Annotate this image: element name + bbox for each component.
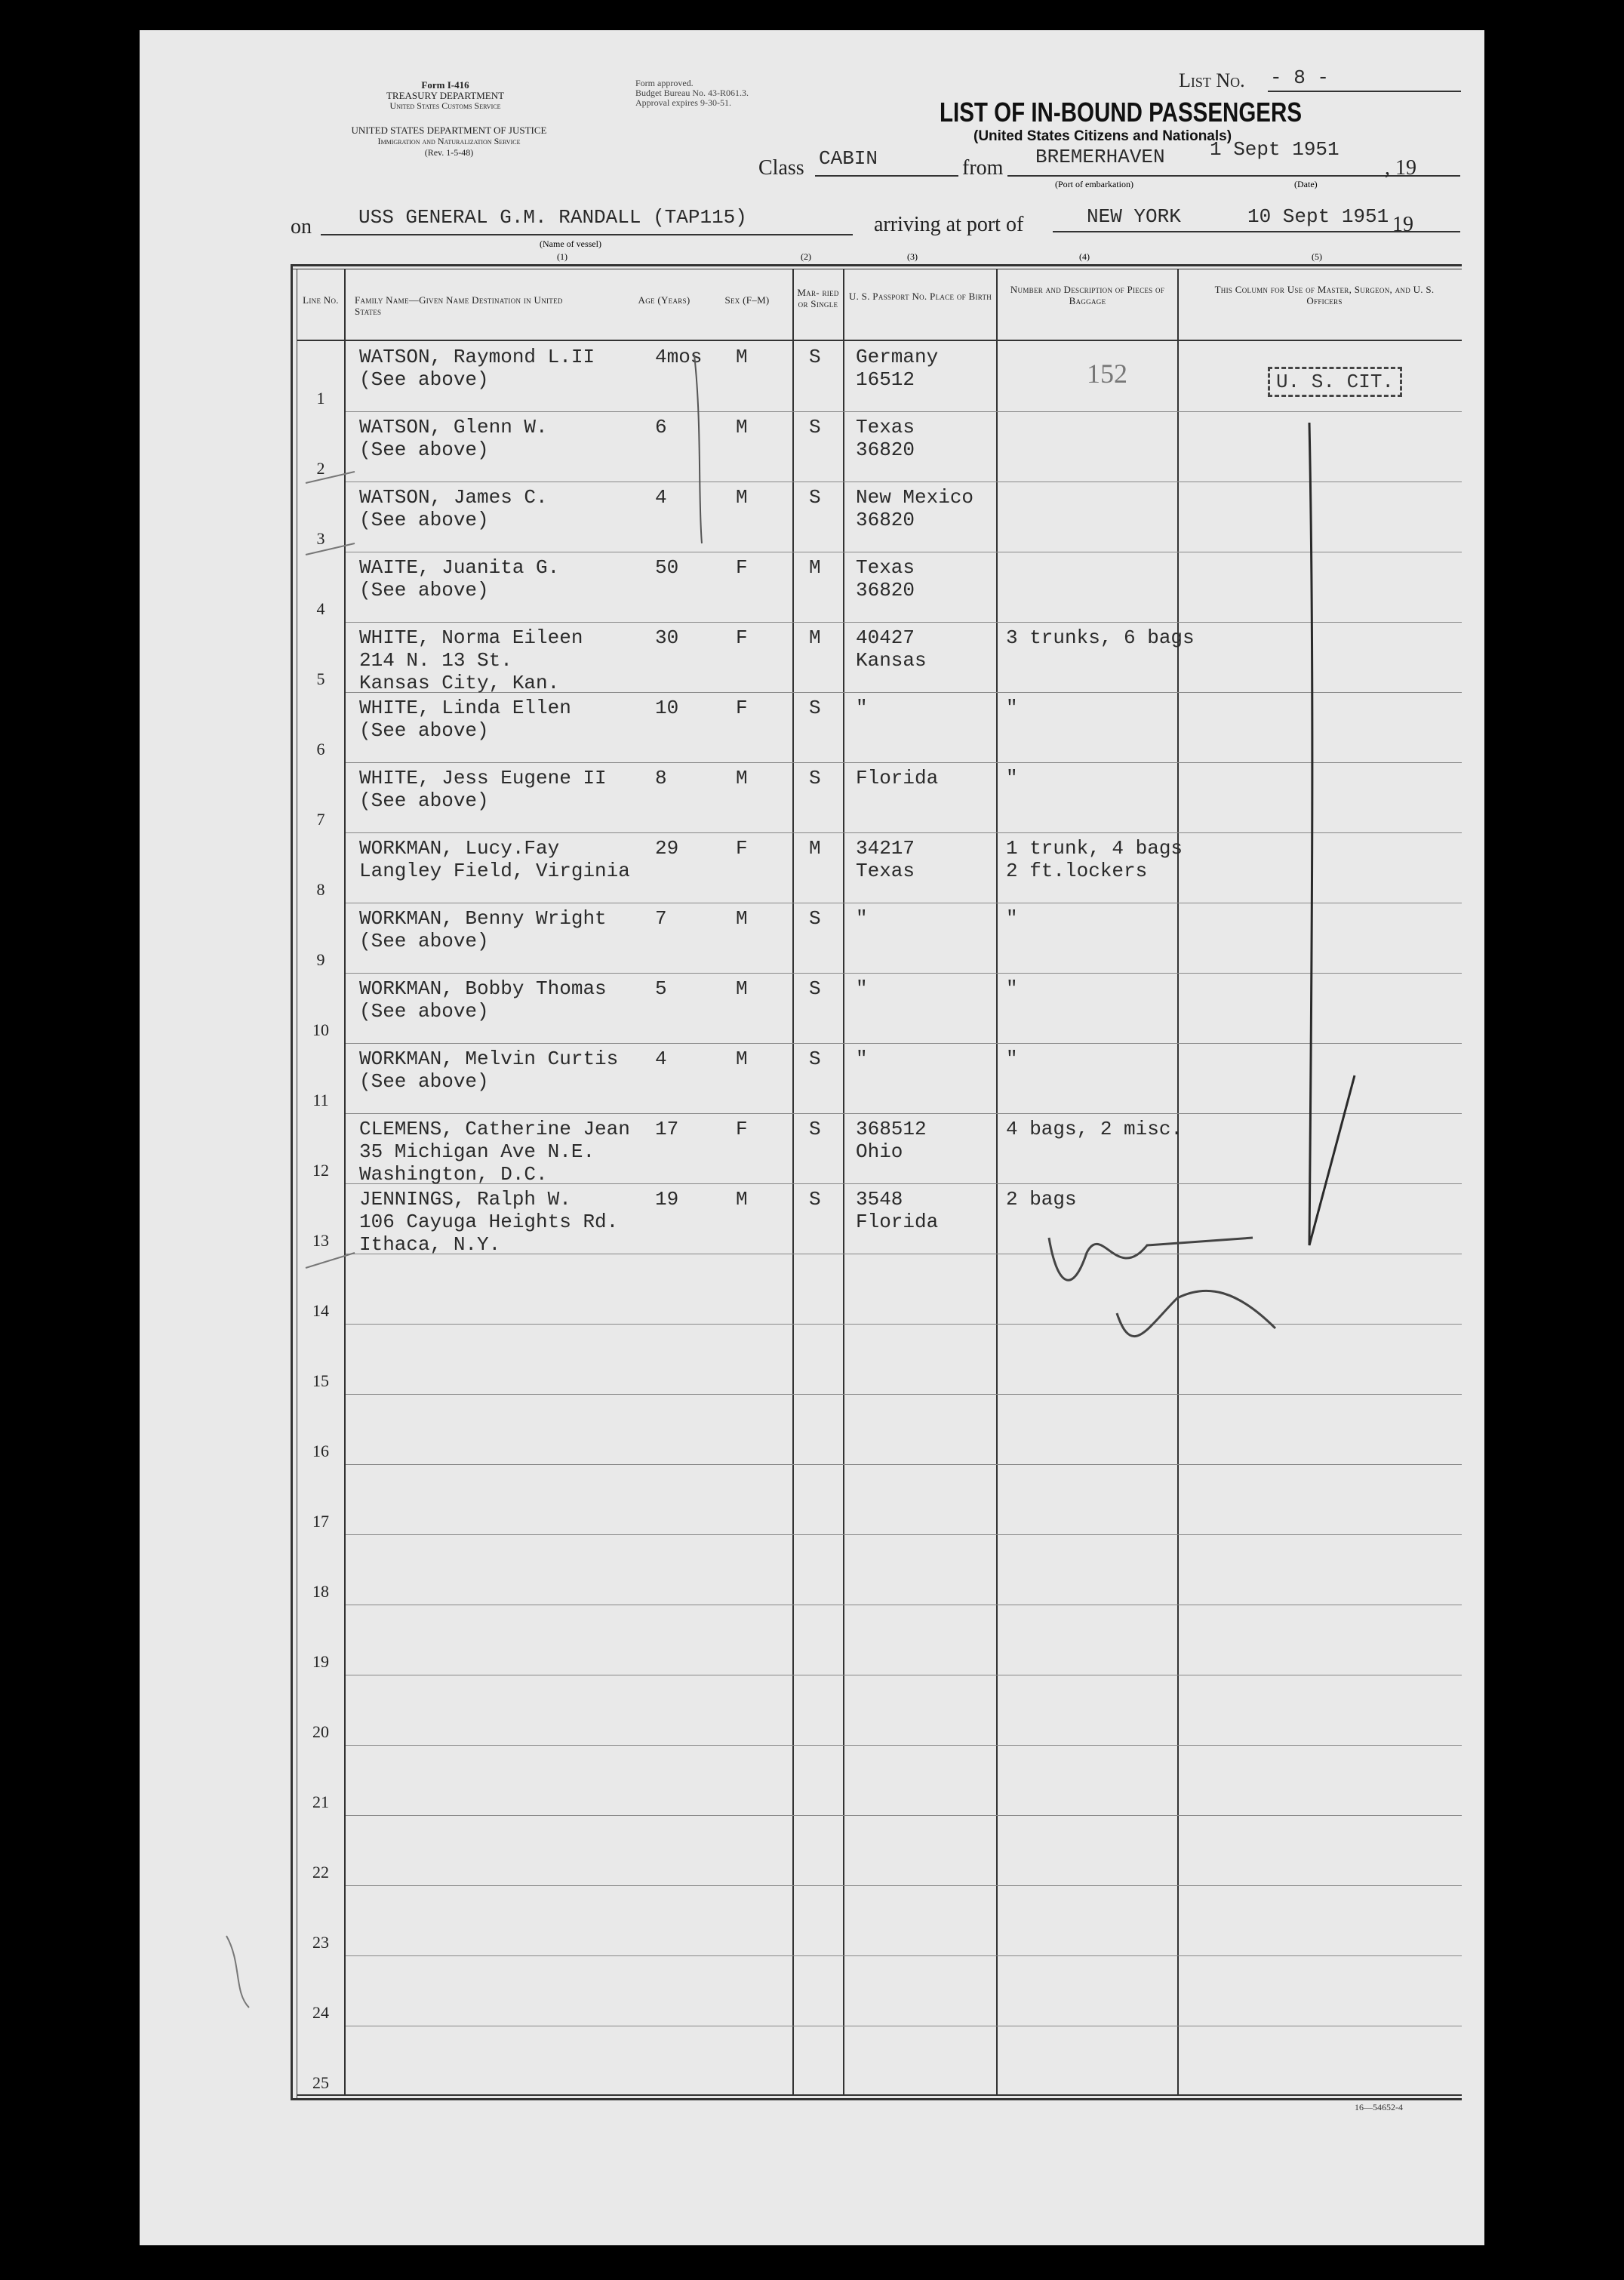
passenger-marital-status: S <box>809 1048 821 1070</box>
passenger-marital-status: S <box>809 486 821 509</box>
baggage-description-extra: 2 ft.lockers <box>1006 860 1148 882</box>
col-header-name: Family Name—Given Name Destination in United States <box>355 294 563 317</box>
passenger-sex: M <box>736 486 748 509</box>
class-value: CABIN <box>819 147 878 170</box>
passport-number: Germany <box>856 346 939 368</box>
passenger-marital-status: M <box>809 626 821 649</box>
passenger-destination: (See above) <box>359 789 489 812</box>
passenger-destination: 214 N. 13 St. <box>359 649 512 672</box>
col-header-line: Line No. <box>303 294 339 306</box>
line-number: 22 <box>312 1863 329 1882</box>
line-number: 6 <box>316 740 325 758</box>
embarkation-port: BREMERHAVEN <box>1035 146 1165 168</box>
passenger-age: 7 <box>655 907 667 930</box>
col-header-passport: U. S. Passport No. Place of Birth <box>848 291 992 302</box>
line-number: 19 <box>312 1652 329 1671</box>
passenger-sex: M <box>736 416 748 438</box>
embarkation-date: 1 Sept 1951 <box>1210 138 1339 161</box>
baggage-description: " <box>1006 907 1018 930</box>
passport-number: " <box>856 977 868 1000</box>
col-header-officers: This Column for Use of Master, Surgeon, and U. S. Officers <box>1214 284 1435 306</box>
line-number: 4 <box>316 599 325 618</box>
passenger-destination-city: Kansas City, Kan. <box>359 672 560 694</box>
place-of-birth: Texas <box>856 860 915 882</box>
line-number: 16 <box>312 1442 329 1460</box>
passport-number: " <box>856 1048 868 1070</box>
list-no-label: List No. <box>1179 69 1245 91</box>
passenger-name: WAITE, Juanita G. <box>359 556 560 579</box>
vessel-caption: (Name of vessel) <box>540 238 601 249</box>
baggage-description: 2 bags <box>1006 1188 1077 1211</box>
line-number: 7 <box>316 810 325 829</box>
baggage-description: " <box>1006 697 1018 719</box>
passenger-destination: (See above) <box>359 930 489 952</box>
line-number: 11 <box>312 1091 329 1109</box>
arrival-port: NEW YORK <box>1087 205 1181 228</box>
approval-line-3: Approval expires 9-30-51. <box>635 97 731 108</box>
passenger-name: WORKMAN, Benny Wright <box>359 907 607 930</box>
line-number: 24 <box>312 2003 329 2022</box>
passenger-name: WATSON, Glenn W. <box>359 416 548 438</box>
col-num-5: (5) <box>1312 251 1322 262</box>
line-number: 13 <box>312 1231 329 1250</box>
passenger-marital-status: S <box>809 697 821 719</box>
passenger-sex: M <box>736 907 748 930</box>
form-subtitle: (United States Citizens and Nationals) <box>973 128 1232 144</box>
revision-date: (Rev. 1-5-48) <box>424 147 474 158</box>
passenger-destination-city: Ithaca, N.Y. <box>359 1233 501 1256</box>
passenger-age: 19 <box>655 1188 679 1211</box>
passenger-sex: F <box>736 697 748 719</box>
passenger-name: WORKMAN, Bobby Thomas <box>359 977 607 1000</box>
passenger-age: 50 <box>655 556 679 579</box>
line-number: 9 <box>316 950 325 969</box>
passenger-name: WHITE, Norma Eileen <box>359 626 583 649</box>
passport-number: Florida <box>856 767 939 789</box>
line-number: 15 <box>312 1371 329 1390</box>
passenger-name: WATSON, Raymond L.II <box>359 346 595 368</box>
passenger-name: WORKMAN, Lucy.Fay <box>359 837 560 860</box>
passenger-sex: M <box>736 767 748 789</box>
passenger-sex: M <box>736 977 748 1000</box>
baggage-description: " <box>1006 767 1018 789</box>
passenger-age: 29 <box>655 837 679 860</box>
passenger-destination: (See above) <box>359 509 489 531</box>
line-number: 20 <box>312 1722 329 1741</box>
passenger-destination: Langley Field, Virginia <box>359 860 630 882</box>
passenger-name: WORKMAN, Melvin Curtis <box>359 1048 619 1070</box>
treasury-dept: TREASURY DEPARTMENT <box>386 90 505 101</box>
line-number: 5 <box>316 669 325 688</box>
passenger-destination: (See above) <box>359 1000 489 1023</box>
arriving-label: arriving at port of <box>874 213 1024 236</box>
baggage-description: " <box>1006 1048 1018 1070</box>
col-num-4: (4) <box>1079 251 1090 262</box>
passenger-marital-status: M <box>809 837 821 860</box>
passenger-marital-status: S <box>809 907 821 930</box>
print-code: 16—54652-4 <box>1355 2102 1403 2112</box>
passenger-age: 4 <box>655 1048 667 1070</box>
col-header-age: Age (Years) <box>638 294 691 306</box>
ins-service: Immigration and Naturalization Service <box>377 136 521 146</box>
baggage-tally: 152 <box>1087 358 1127 389</box>
baggage-description: 4 bags, 2 misc. <box>1006 1118 1183 1140</box>
form-number: Form I-416 <box>421 79 469 91</box>
passenger-name: WATSON, James C. <box>359 486 548 509</box>
passenger-destination-city: Washington, D.C. <box>359 1163 548 1186</box>
passenger-age: 8 <box>655 767 667 789</box>
form-title: LIST OF IN-BOUND PASSENGERS <box>940 97 1303 128</box>
justice-dept: UNITED STATES DEPARTMENT OF JUSTICE <box>351 125 547 136</box>
passenger-destination: (See above) <box>359 368 489 391</box>
col-header-sex: Sex (F–M) <box>724 294 770 306</box>
line-number: 14 <box>312 1301 329 1320</box>
passenger-sex: M <box>736 1048 748 1070</box>
approval-line-2: Budget Bureau No. 43-R061.3. <box>635 88 749 98</box>
baggage-description: 1 trunk, 4 bags <box>1006 837 1183 860</box>
place-of-birth: Florida <box>856 1211 939 1233</box>
on-label: on <box>291 215 312 238</box>
vessel-col-num: (1) <box>557 251 567 262</box>
passport-number: " <box>856 907 868 930</box>
passenger-destination: (See above) <box>359 1070 489 1093</box>
passenger-age: 4 <box>655 486 667 509</box>
passenger-sex: M <box>736 346 748 368</box>
passenger-destination: 106 Cayuga Heights Rd. <box>359 1211 619 1233</box>
passenger-name: WHITE, Jess Eugene II <box>359 767 607 789</box>
passport-number: New Mexico <box>856 486 974 509</box>
passport-number: 368512 <box>856 1118 927 1140</box>
passport-number: Texas <box>856 556 915 579</box>
arrival-date: 10 Sept 1951 <box>1247 205 1389 228</box>
line-number: 12 <box>312 1161 329 1180</box>
passenger-name: JENNINGS, Ralph W. <box>359 1188 571 1211</box>
passenger-age: 30 <box>655 626 679 649</box>
arrival-year: 19 <box>1392 213 1413 236</box>
customs-service: United States Customs Service <box>389 100 501 111</box>
passenger-destination: (See above) <box>359 579 489 602</box>
passport-number: 34217 <box>856 837 915 860</box>
passenger-sex: M <box>736 1188 748 1211</box>
line-number: 10 <box>312 1020 329 1039</box>
passenger-destination: (See above) <box>359 719 489 742</box>
year-suffix: , 19 <box>1385 156 1416 180</box>
passenger-name: WHITE, Linda Ellen <box>359 697 571 719</box>
place-of-birth: 36820 <box>856 579 915 602</box>
passport-number: " <box>856 697 868 719</box>
citizen-stamp: U. S. CIT. <box>1268 367 1402 397</box>
line-number: 25 <box>312 2073 329 2092</box>
passenger-age: 6 <box>655 416 667 438</box>
col-num-3: (3) <box>907 251 918 262</box>
list-no-value: - 8 - <box>1270 66 1330 89</box>
line-number: 3 <box>316 529 325 548</box>
passport-number: Texas <box>856 416 915 438</box>
line-number: 2 <box>316 459 325 478</box>
passport-number: 40427 <box>856 626 915 649</box>
baggage-description: " <box>1006 977 1018 1000</box>
date-caption: (Date) <box>1294 179 1318 189</box>
vessel-name: USS GENERAL G.M. RANDALL (TAP115) <box>358 206 747 229</box>
line-number: 17 <box>312 1512 329 1531</box>
passenger-age: 4mos <box>655 346 703 368</box>
passenger-marital-status: S <box>809 346 821 368</box>
passenger-age: 17 <box>655 1118 679 1140</box>
place-of-birth: 16512 <box>856 368 915 391</box>
col-num-2: (2) <box>801 251 811 262</box>
passenger-marital-status: S <box>809 1118 821 1140</box>
passenger-marital-status: M <box>809 556 821 579</box>
passenger-marital-status: S <box>809 416 821 438</box>
col-header-baggage: Number and Description of Pieces of Baggage <box>1010 284 1165 306</box>
passenger-age: 10 <box>655 697 679 719</box>
line-number: 23 <box>312 1933 329 1952</box>
place-of-birth: Ohio <box>856 1140 903 1163</box>
passenger-marital-status: S <box>809 977 821 1000</box>
place-of-birth: Kansas <box>856 649 927 672</box>
passenger-marital-status: S <box>809 767 821 789</box>
passenger-sex: F <box>736 1118 748 1140</box>
place-of-birth: 36820 <box>856 509 915 531</box>
passenger-age: 5 <box>655 977 667 1000</box>
passport-number: 3548 <box>856 1188 903 1211</box>
place-of-birth: 36820 <box>856 438 915 461</box>
line-number: 21 <box>312 1792 329 1811</box>
passenger-sex: F <box>736 556 748 579</box>
col-header-married: Mar- ried or Single <box>797 287 839 309</box>
baggage-description: 3 trunks, 6 bags <box>1006 626 1195 649</box>
line-number: 18 <box>312 1582 329 1601</box>
passenger-destination: (See above) <box>359 438 489 461</box>
passenger-name: CLEMENS, Catherine Jean <box>359 1118 630 1140</box>
passenger-sex: F <box>736 626 748 649</box>
port-caption: (Port of embarkation) <box>1055 179 1133 189</box>
approval-line-1: Form approved. <box>635 78 694 88</box>
passenger-marital-status: S <box>809 1188 821 1211</box>
line-number: 1 <box>316 389 325 408</box>
from-label: from <box>962 156 1004 180</box>
line-number: 8 <box>316 880 325 899</box>
passenger-destination: 35 Michigan Ave N.E. <box>359 1140 595 1163</box>
passenger-sex: F <box>736 837 748 860</box>
class-label: Class <box>758 156 804 180</box>
